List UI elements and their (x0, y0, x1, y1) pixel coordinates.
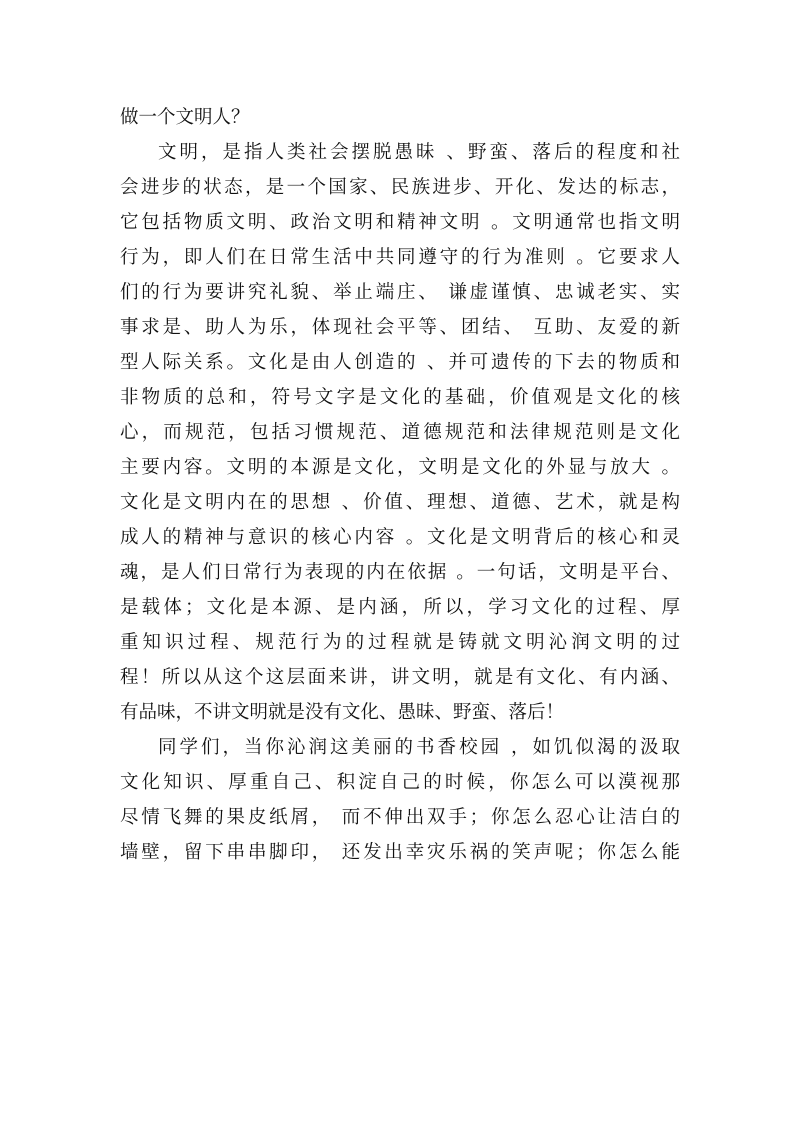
document-text-line: 文明，是指人类社会摆脱愚昧 、野蛮、落后的程度和社 (158, 142, 680, 163)
document-text-line: 程！所以从这个这层面来讲，讲文明，就是有文化、有内涵、 (120, 667, 680, 688)
document-text-line: 们的行为要讲究礼貌、举止端庄、 谦虚谨慎、忠诚老实、实 (120, 282, 680, 303)
document-text-line: 非物质的总和，符号文字是文化的基础，价值观是文化的核 (120, 387, 680, 408)
document-text-line: 型人际关系。文化是由人创造的 、并可遗传的下去的物质和 (120, 352, 680, 373)
document-text-line: 行为，即人们在日常生活中共同遵守的行为准则 。它要求人 (120, 247, 680, 268)
document-text-line: 同学们，当你沁润这美丽的书香校园 ，如饥似渴的汲取 (158, 737, 680, 758)
document-text-line: 事求是、助人为乐，体现社会平等、团结、 互助、友爱的新 (120, 317, 680, 338)
document-text-line: 会进步的状态，是一个国家、民族进步、开化、发达的标志， (120, 177, 680, 198)
document-text-line: 尽情飞舞的果皮纸屑， 而不伸出双手；你怎么忍心让洁白的 (120, 807, 680, 828)
document-text-line: 文化是文明内在的思想 、价值、理想、道德、艺术，就是构 (120, 492, 680, 513)
document-text-line: 墙壁，留下串串脚印， 还发出幸灾乐祸的笑声呢；你怎么能 (120, 842, 680, 863)
document-text-line: 文化知识、厚重自己、积淀自己的时候，你怎么可以漠视那 (120, 772, 680, 793)
document-text-line: 它包括物质文明、政治文明和精神文明 。文明通常也指文明 (120, 212, 680, 233)
document-text-line: 魂，是人们日常行为表现的内在依据 。一句话，文明是平台、 (120, 562, 680, 583)
document-text-line: 有品味，不讲文明就是没有文化、愚昧、野蛮、落后！ (120, 702, 565, 723)
document-text-line: 是载体；文化是本源、是内涵，所以，学习文化的过程、厚 (120, 597, 680, 618)
document-text-line: 心，而规范，包括习惯规范、道德规范和法律规范则是文化 (120, 422, 680, 443)
document-text-line: 重知识过程、规范行为的过程就是铸就文明沁润文明的过 (120, 632, 680, 653)
document-text-line: 主要内容。文明的本源是文化，文明是文化的外显与放大 。 (120, 457, 680, 478)
document-text-line: 成人的精神与意识的核心内容 。文化是文明背后的核心和灵 (120, 527, 680, 548)
document-heading-line: 做一个文明人？ (120, 107, 250, 128)
document-body (120, 100, 680, 870)
